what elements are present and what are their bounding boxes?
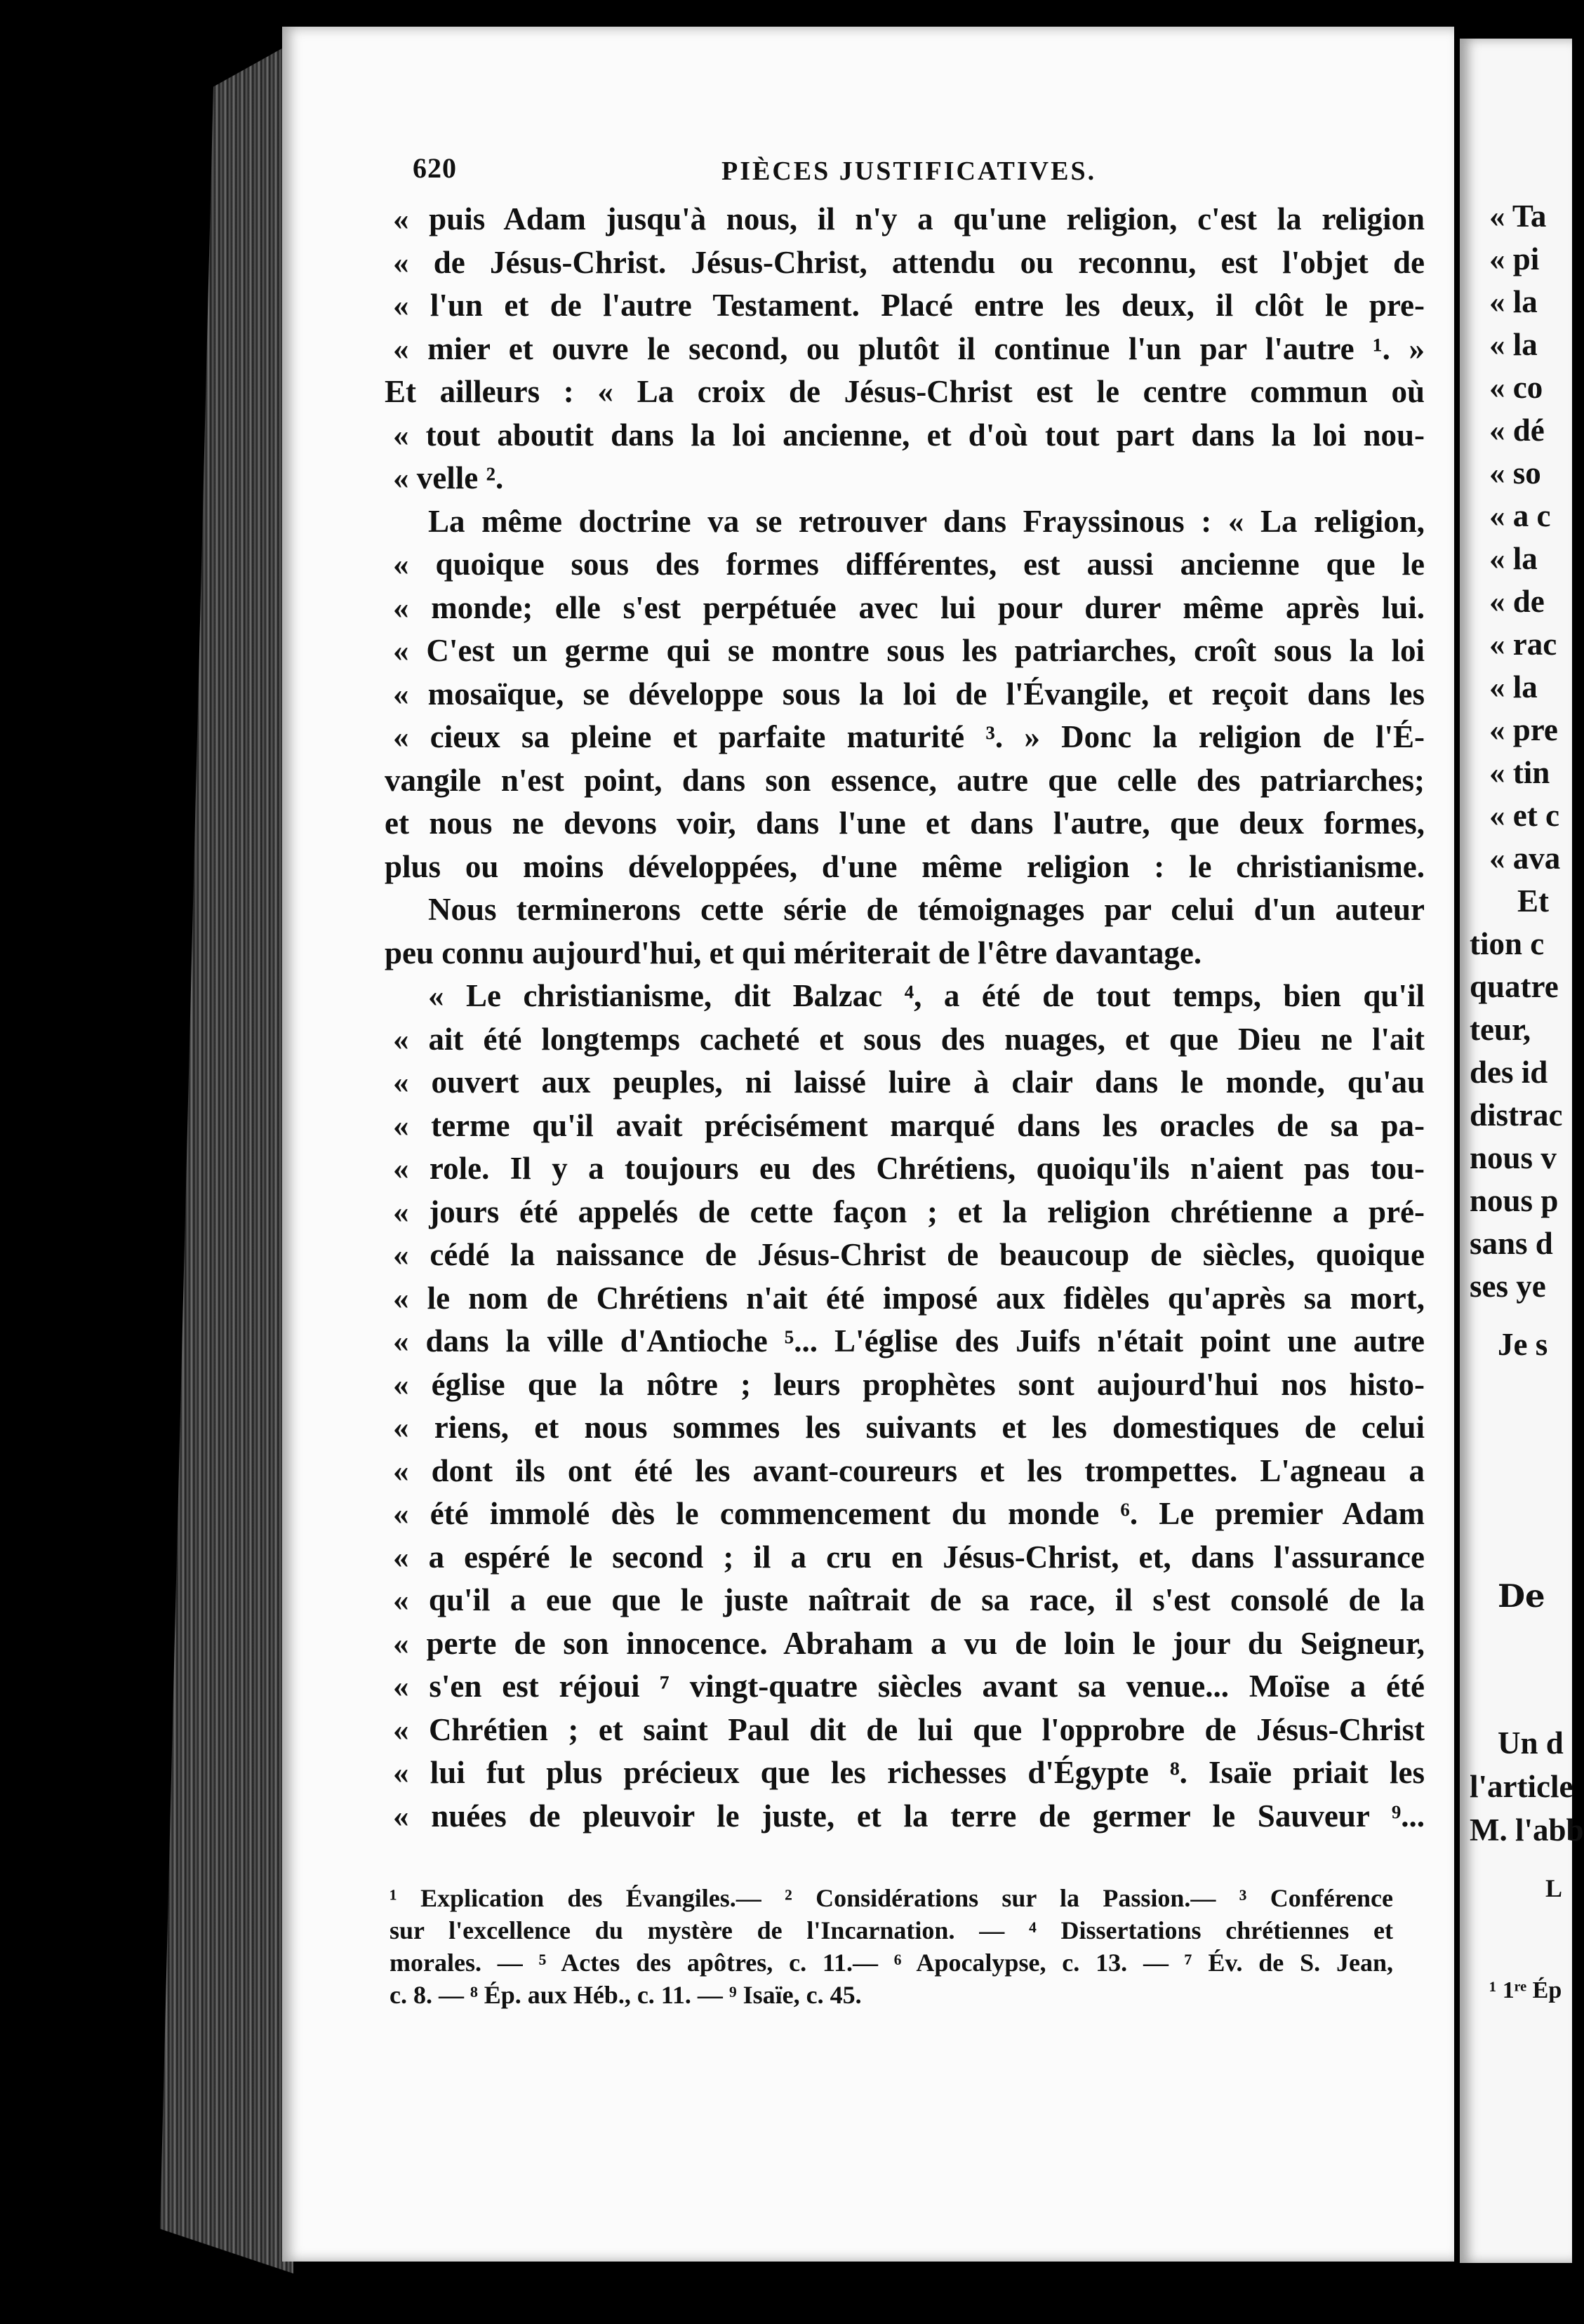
- right-fragment: « rac: [1489, 627, 1557, 662]
- right-fragment: sans d: [1470, 1226, 1553, 1261]
- text-line: peu connu aujourd'hui, et qui mériterait de l'être davantage.: [385, 935, 1202, 970]
- footnotes: [390, 1882, 1393, 2011]
- footnote-line: sur l'excellence du mystère de l'Incarnation. — ⁴ Dissertations chrétiennes et: [390, 1916, 1393, 1944]
- right-fragment: « et c: [1489, 798, 1559, 833]
- right-fragment: « dé: [1489, 413, 1545, 448]
- text-line: « s'en est réjoui ⁷ vingt-quatre siècles avant sa venue... Moïse a été: [393, 1669, 1425, 1704]
- right-fragment: quatre: [1470, 969, 1559, 1004]
- text-line: et nous ne devons voir, dans l'une et dans l'autre, que deux formes,: [385, 806, 1425, 841]
- right-fragment: « Ta: [1489, 199, 1547, 234]
- right-fragment: Un d: [1498, 1725, 1564, 1761]
- body-text: [385, 198, 1425, 1838]
- right-fragment: « pre: [1489, 712, 1558, 747]
- text-line: « role. Il y a toujours eu des Chrétiens, quoiqu'ils n'aient pas tou-: [393, 1151, 1425, 1186]
- text-line: « dans la ville d'Antioche ⁵... L'église des Juifs n'était point une autre: [393, 1323, 1425, 1358]
- text-line: « terme qu'il avait précisément marqué dans les oracles de sa pa-: [393, 1107, 1425, 1143]
- right-fragment: teur,: [1470, 1012, 1531, 1047]
- right-fragment: « co: [1489, 370, 1543, 405]
- right-fragment: « la: [1489, 541, 1538, 576]
- right-fragment: L: [1545, 1874, 1563, 1902]
- right-fragment: nous p: [1470, 1183, 1559, 1218]
- text-line: « église que la nôtre ; leurs prophètes sont aujourd'hui nos histo-: [393, 1366, 1425, 1402]
- running-head: [413, 152, 1423, 194]
- right-fragment: De: [1498, 1577, 1545, 1615]
- text-line: « Le christianisme, dit Balzac ⁴, a été de tout temps, bien qu'il: [428, 978, 1425, 1013]
- text-line: « cédé la naissance de Jésus-Christ de beaucoup de siècles, quoique: [393, 1237, 1425, 1272]
- right-fragment: l'article: [1470, 1769, 1573, 1804]
- text-line: « puis Adam jusqu'à nous, il n'y a qu'une religion, c'est la religion: [393, 201, 1425, 236]
- text-line: « ait été longtemps cacheté et sous des nuages, et que Dieu ne l'ait: [393, 1021, 1425, 1057]
- right-fragment: distrac: [1470, 1097, 1563, 1133]
- right-fragment: « de: [1489, 584, 1545, 619]
- text-line: « de Jésus-Christ. Jésus-Christ, attendu ou reconnu, est l'objet de: [393, 244, 1425, 280]
- text-line: « ouvert aux peuples, ni laissé luire à clair dans le monde, qu'au: [393, 1064, 1425, 1100]
- text-line: « perte de son innocence. Abraham a vu de loin le jour du Seigneur,: [393, 1625, 1425, 1661]
- right-fragment: M. l'abb: [1470, 1812, 1584, 1848]
- running-title: PIÈCES JUSTIFICATIVES.: [721, 156, 1097, 186]
- text-line: « dont ils ont été les avant-coureurs et les trompettes. L'agneau a: [393, 1452, 1425, 1488]
- page-number: 620: [413, 152, 457, 184]
- page-edges: [160, 42, 293, 2273]
- right-fragment: nous v: [1470, 1140, 1557, 1175]
- right-fragment: Je s: [1498, 1327, 1548, 1362]
- right-fragment: « so: [1489, 455, 1541, 490]
- text-line: « tout aboutit dans la loi ancienne, et d'où tout part dans la loi nou-: [393, 417, 1425, 453]
- right-fragment: « tin: [1489, 755, 1550, 790]
- text-line: « Chrétien ; et saint Paul dit de lui que l'opprobre de Jésus-Christ: [393, 1711, 1425, 1747]
- text-line: Nous terminerons cette série de témoignages par celui d'un auteur: [428, 892, 1425, 927]
- text-line: « a espéré le second ; il a cru en Jésus-Christ, et, dans l'assurance: [393, 1539, 1425, 1575]
- text-line: « nuées de pleuvoir le juste, et la terre de germer le Sauveur ⁹...: [393, 1798, 1425, 1834]
- text-line: « mosaïque, se développe sous la loi de l'Évangile, et reçoit dans les: [393, 676, 1425, 712]
- right-fragment: des id: [1470, 1055, 1548, 1090]
- right-fragment: tion c: [1470, 926, 1545, 961]
- right-fragment: « pi: [1489, 241, 1540, 276]
- text-line: « mier et ouvre le second, ou plutôt il continue l'un par l'autre ¹. »: [393, 330, 1425, 366]
- right-fragment: « la: [1489, 327, 1538, 362]
- right-fragment: Et: [1517, 883, 1549, 919]
- text-line: « lui fut plus précieux que les richesses d'Égypte ⁸. Isaïe priait les: [393, 1755, 1425, 1790]
- right-fragment: « la: [1489, 284, 1538, 319]
- right-fragment: ¹ 1ʳᵉ Ép: [1489, 1977, 1562, 2003]
- text-line: « quoique sous des formes différentes, est aussi ancienne que le: [393, 547, 1425, 582]
- text-line: « velle ².: [393, 460, 504, 495]
- text-line: Et ailleurs : « La croix de Jésus-Christ est le centre commun où: [385, 374, 1425, 409]
- footnote-line: ¹ Explication des Évangiles.— ² Considérations sur la Passion.— ³ Conférence: [390, 1884, 1393, 1912]
- text-line: La même doctrine va se retrouver dans Frayssinous : « La religion,: [428, 503, 1425, 539]
- right-fragment: « a c: [1489, 498, 1551, 533]
- text-line: « l'un et de l'autre Testament. Placé entre les deux, il clôt le pre-: [393, 288, 1425, 323]
- right-fragment: « la: [1489, 669, 1538, 704]
- right-fragment: ses ye: [1470, 1269, 1546, 1304]
- text-line: « été immolé dès le commencement du monde ⁶. Le premier Adam: [393, 1496, 1425, 1531]
- footnote-line: morales. — ⁵ Actes des apôtres, c. 11.— ⁶ Apocalypse, c. 13. — ⁷ Év. de S. Jean,: [390, 1949, 1393, 1977]
- text-line: « monde; elle s'est perpétuée avec lui pour durer même après lui.: [393, 589, 1425, 625]
- text-line: « C'est un germe qui se montre sous les patriarches, croît sous la loi: [393, 633, 1425, 668]
- text-line: plus ou moins développées, d'une même religion : le christianisme.: [385, 848, 1425, 884]
- right-fragment: « ava: [1489, 841, 1561, 876]
- text-line: « riens, et nous sommes les suivants et les domestiques de celui: [393, 1410, 1425, 1445]
- text-line: « cieux sa pleine et parfaite maturité ³. » Donc la religion de l'É-: [393, 719, 1425, 754]
- text-line: « jours été appelés de cette façon ; et la religion chrétienne a pré-: [393, 1194, 1425, 1229]
- text-line: « qu'il a eue que le juste naîtrait de sa race, il s'est consolé de la: [393, 1582, 1425, 1617]
- text-line: « le nom de Chrétiens n'ait été imposé aux fidèles qu'après sa mort,: [393, 1280, 1425, 1316]
- text-line: vangile n'est point, dans son essence, autre que celle des patriarches;: [385, 762, 1425, 798]
- footnote-line: c. 8. — ⁸ Ép. aux Héb., c. 11. — ⁹ Isaïe, c. 45.: [390, 1981, 862, 2009]
